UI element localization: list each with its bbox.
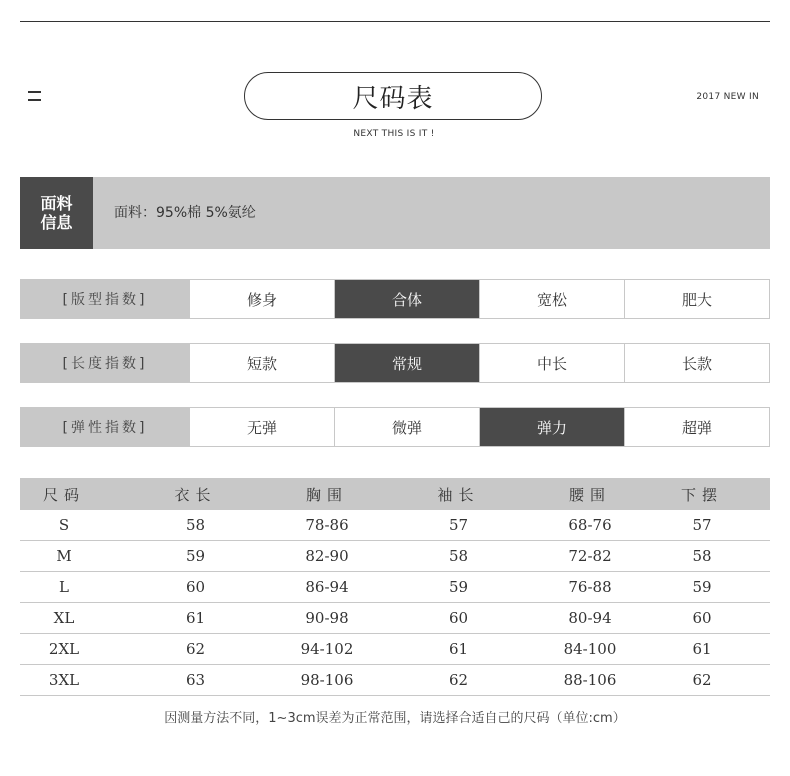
- length-option-long: 长款: [624, 344, 769, 382]
- cell-length: 61: [108, 603, 283, 634]
- header-chest: 胸围: [283, 478, 371, 510]
- cell-length: 58: [108, 510, 283, 541]
- fabric-info: [20, 177, 770, 249]
- cell-hem: 60: [634, 603, 770, 634]
- header-length: 衣长: [108, 478, 283, 510]
- header-waist: 腰围: [546, 478, 634, 510]
- cell-sleeve: 58: [371, 541, 546, 572]
- new-in-tag: 2017 NEW IN: [696, 92, 759, 102]
- cell-size: 2XL: [20, 634, 108, 665]
- cell-waist: 88-106: [546, 665, 634, 696]
- cell-waist: 68-76: [546, 510, 634, 541]
- cell-size: XL: [20, 603, 108, 634]
- size-table: [20, 478, 770, 696]
- page-subtitle: NEXT THIS IS IT !: [353, 129, 435, 139]
- cell-chest: 98-106: [283, 665, 371, 696]
- cell-chest: 78-86: [283, 510, 371, 541]
- fit-option-regular: 合体: [334, 280, 479, 318]
- fit-option-slim: 修身: [189, 280, 334, 318]
- fit-index: [20, 279, 770, 319]
- cell-hem: 62: [634, 665, 770, 696]
- header-sleeve: 袖长: [371, 478, 546, 510]
- table-row: [20, 634, 770, 665]
- cell-chest: 94-102: [283, 634, 371, 665]
- elasticity-index: [20, 407, 770, 447]
- fabric-label-line2: 信息: [40, 213, 73, 232]
- cell-chest: 82-90: [283, 541, 371, 572]
- length-index-label: [长度指数]: [21, 344, 189, 382]
- cell-length: 59: [108, 541, 283, 572]
- cell-length: 60: [108, 572, 283, 603]
- menu-icon[interactable]: [28, 91, 41, 101]
- cell-chest: 86-94: [283, 572, 371, 603]
- fit-index-label: [版型指数]: [21, 280, 189, 318]
- elasticity-option-slight: 微弹: [334, 408, 479, 446]
- length-option-mid: 中长: [479, 344, 624, 382]
- cell-hem: 58: [634, 541, 770, 572]
- top-divider: [20, 21, 770, 22]
- cell-waist: 84-100: [546, 634, 634, 665]
- table-row: [20, 510, 770, 541]
- table-row: [20, 572, 770, 603]
- table-row: [20, 603, 770, 634]
- cell-size: M: [20, 541, 108, 572]
- elasticity-option-super: 超弹: [624, 408, 769, 446]
- elasticity-option-stretch: 弹力: [479, 408, 624, 446]
- measurement-note: 因测量方法不同，1~3cm误差为正常范围，请选择合适自己的尺码（单位:cm）: [164, 711, 626, 726]
- fabric-label: [20, 177, 93, 249]
- cell-sleeve: 62: [371, 665, 546, 696]
- table-row: [20, 665, 770, 696]
- length-option-short: 短款: [189, 344, 334, 382]
- fabric-composition: 面料：95%棉 5%氨纶: [114, 205, 256, 221]
- elasticity-index-label: [弹性指数]: [21, 408, 189, 446]
- cell-sleeve: 57: [371, 510, 546, 541]
- header-size: 尺码: [20, 478, 108, 510]
- cell-hem: 57: [634, 510, 770, 541]
- cell-hem: 59: [634, 572, 770, 603]
- cell-chest: 90-98: [283, 603, 371, 634]
- length-option-regular: 常规: [334, 344, 479, 382]
- cell-length: 63: [108, 665, 283, 696]
- header-hem: 下摆: [634, 478, 770, 510]
- cell-size: L: [20, 572, 108, 603]
- cell-waist: 76-88: [546, 572, 634, 603]
- cell-hem: 61: [634, 634, 770, 665]
- elasticity-option-none: 无弹: [189, 408, 334, 446]
- cell-sleeve: 60: [371, 603, 546, 634]
- table-row: [20, 541, 770, 572]
- page-title: 尺码表: [244, 72, 542, 120]
- fit-option-oversize: 肥大: [624, 280, 769, 318]
- cell-length: 62: [108, 634, 283, 665]
- length-index: [20, 343, 770, 383]
- cell-waist: 80-94: [546, 603, 634, 634]
- cell-waist: 72-82: [546, 541, 634, 572]
- size-table-header: [20, 478, 770, 510]
- cell-size: 3XL: [20, 665, 108, 696]
- cell-size: S: [20, 510, 108, 541]
- fabric-label-line1: 面料: [40, 194, 73, 213]
- fit-option-loose: 宽松: [479, 280, 624, 318]
- cell-sleeve: 61: [371, 634, 546, 665]
- cell-sleeve: 59: [371, 572, 546, 603]
